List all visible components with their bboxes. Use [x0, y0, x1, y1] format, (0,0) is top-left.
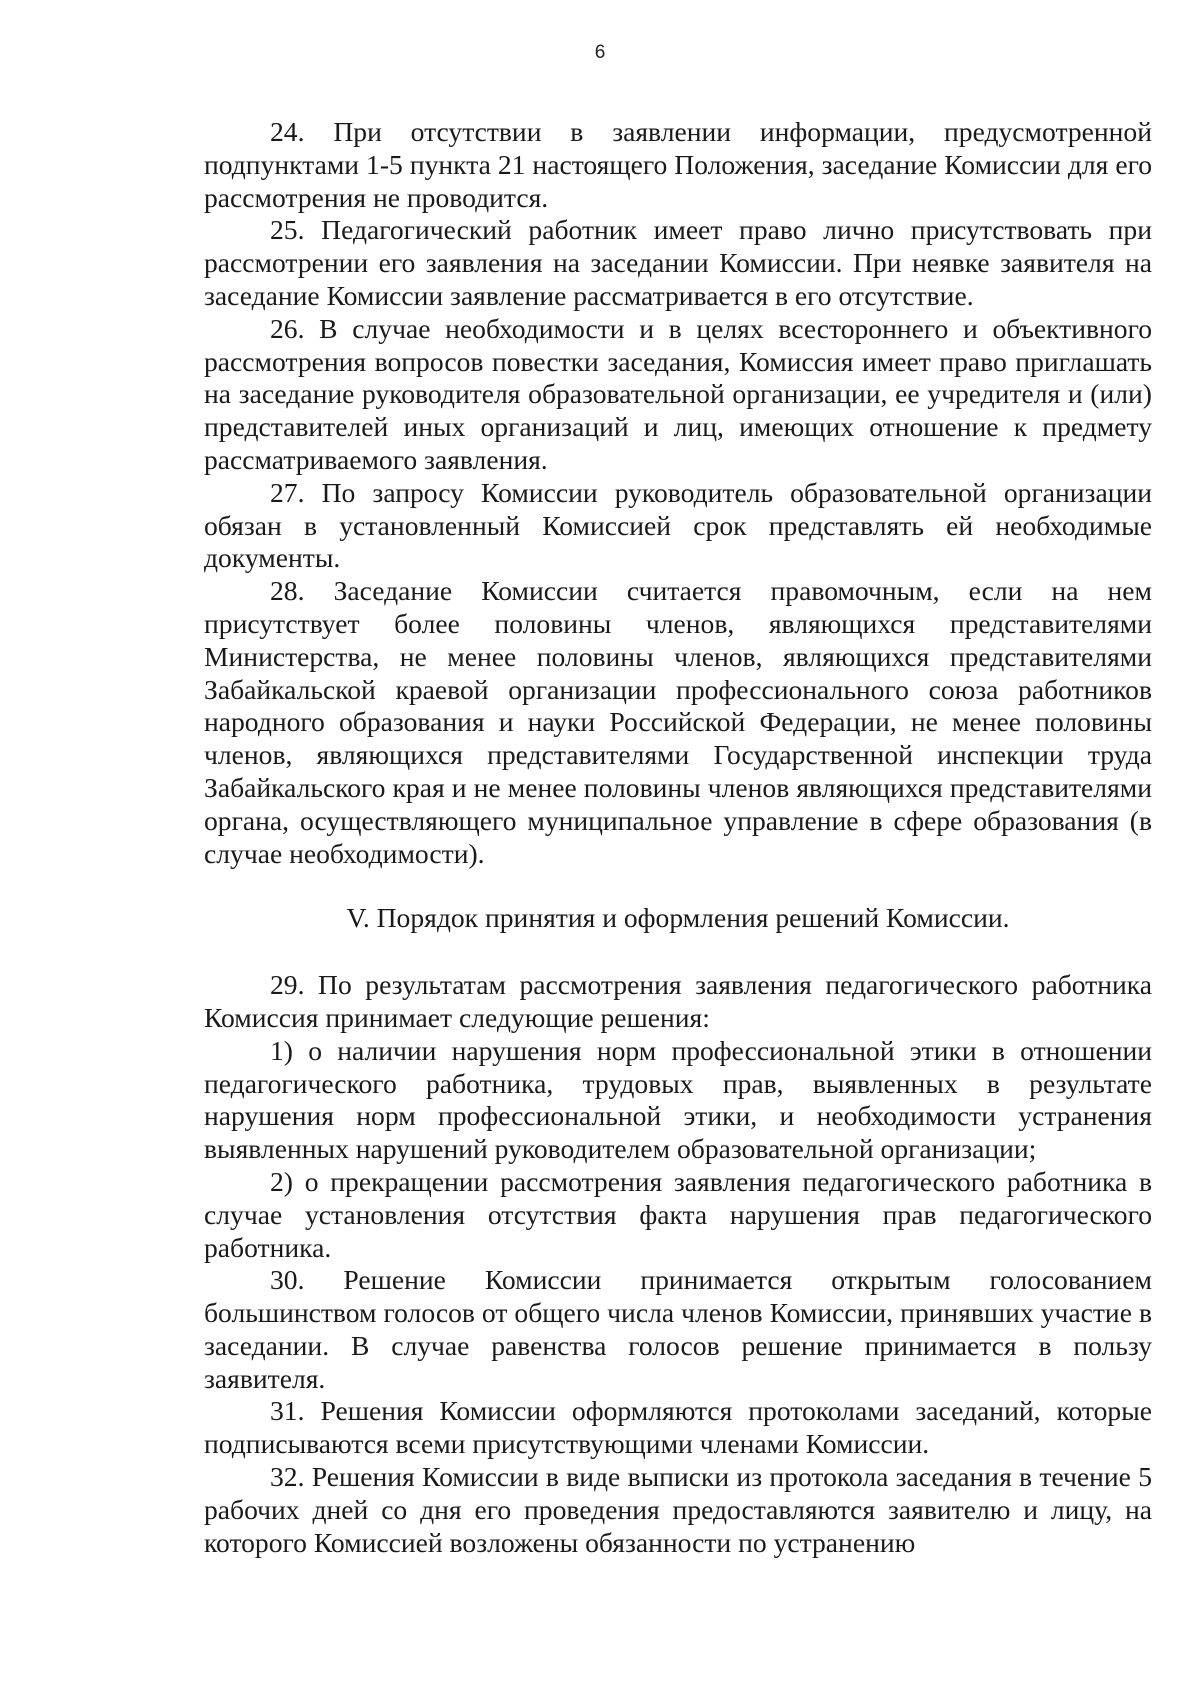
paragraph-32: 32. Решения Комиссии в виде выписки из протокола заседания в течение 5 рабочих дней со дня его проведения предоставляются заявителю и лицу, на которого Комиссией возложены обязанности по устранению	[204, 1461, 1152, 1558]
paragraph-30: 30. Решение Комиссии принимается открытым голосованием большинством голосов от общего числа членов Комиссии, принявших участие в заседании. В случае равенства голосов решение принимается в пользу заявителя.	[204, 1264, 1152, 1394]
paragraph-26: 26. В случае необходимости и в целях всестороннего и объективного рассмотрения вопросов повестки заседания, Комиссия имеет право приглашать на заседание руководителя образовательной организации, ее учредителя и (или) представителей иных организаций и лиц, имеющих отношение к предмету рассматриваемого заявления.	[204, 312, 1152, 475]
page-number: 6	[594, 42, 606, 63]
document-body	[204, 116, 1152, 1559]
paragraph-31: 31. Решения Комиссии оформляются протоколами заседаний, которые подписываются всеми присутствующими членами Комиссии.	[204, 1395, 1152, 1460]
section-heading: V. Порядок принятия и оформления решений Комиссии.	[346, 902, 1010, 934]
paragraph-28: 28. Заседание Комиссии считается правомочным, если на нем присутствует более половины членов, являющихся представителями Министерства, не менее половины членов, являющихся представителями Забайкальской краевой организации профессионального союза работников народного образования и науки Российской Федерации, не менее половины членов, являющихся представителями Государственной инспекции труда Забайкальского края и не менее половины членов являющихся представителями органа, осуществляющего муниципальное управление в сфере образования (в случае необходимости).	[204, 575, 1152, 869]
paragraph-25: 25. Педагогический работник имеет право лично присутствовать при рассмотрении его заявления на заседании Комиссии. При неявке заявителя на заседание Комиссии заявление рассматривается в его отсутствие.	[204, 214, 1152, 311]
paragraph-29: 29. По результатам рассмотрения заявления педагогического работника Комиссия принимает следующие решения:	[204, 969, 1152, 1033]
paragraph-29-item-1: 1) о наличии нарушения норм профессиональной этики в отношении педагогического работника, трудовых прав, выявленных в результате нарушения норм профессиональной этики, и необходимости устранения выявленных нарушений руководителем образовательной организации;	[204, 1034, 1152, 1165]
paragraph-27: 27. По запросу Комиссии руководитель образовательной организации обязан в установленный Комиссией срок представлять ей необходимые документы.	[204, 476, 1152, 574]
paragraph-24: 24. При отсутствии в заявлении информации, предусмотренной подпунктами 1-5 пункта 21 настоящего Положения, заседание Комиссии для его рассмотрения не проводится.	[204, 116, 1152, 213]
paragraph-29-item-2: 2) о прекращении рассмотрения заявления педагогического работника в случае установления отсутствия факта нарушения прав педагогического работника.	[204, 1165, 1152, 1263]
